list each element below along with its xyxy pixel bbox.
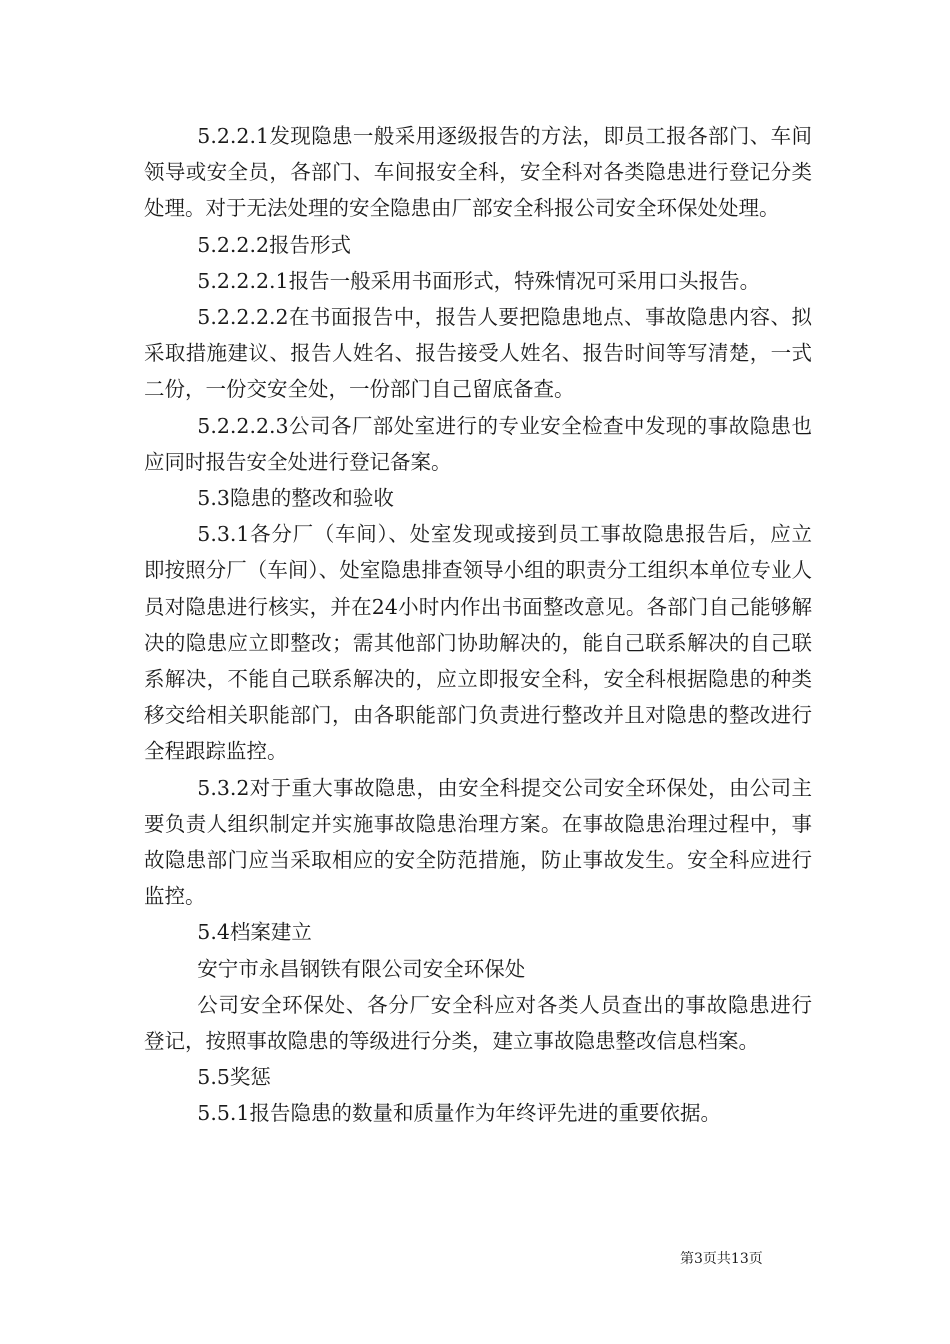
organization-line: 安宁市永昌钢铁有限公司安全环保处 <box>197 956 526 981</box>
heading-5-4: 5.4档案建立 <box>197 920 312 945</box>
paragraph-5-2-2-2-3: 5.2.2.2.3公司各厂部处室进行的专业安全检查中发现的事故隐患也应同时报告安全处进行登记备案。 <box>144 413 812 474</box>
paragraph-5-2-2-1: 5.2.2.1发现隐患一般采用逐级报告的方法，即员工报各部门、车间领导或安全员，各部门、车间报安全科，安全科对各类隐患进行登记分类处理。对于无法处理的安全隐患由厂部安全科报公司安全环保处处理。 <box>144 124 812 221</box>
paragraph-5-2-2-2-2: 5.2.2.2.2在书面报告中，报告人要把隐患地点、事故隐患内容、拟采取措施建议、报告人姓名、报告接受人姓名、报告时间等写清楚，一式二份，一份交安全处，一份部门自己留底备查。 <box>144 305 812 402</box>
heading-5-3: 5.3隐患的整改和验收 <box>197 486 394 511</box>
document-body <box>144 118 812 1132</box>
paragraph-5-5-1: 5.5.1报告隐患的数量和质量作为年终评先进的重要依据。 <box>197 1101 721 1126</box>
heading-5-5: 5.5奖惩 <box>197 1065 271 1090</box>
page-number-footer: 第3页共13页 <box>680 1251 763 1267</box>
paragraph-5-3-1: 5.3.1各分厂（车间）、处室发现或接到员工事故隐患报告后，应立即按照分厂（车间）、处室隐患排查领导小组的职责分工组织本单位专业人员对隐患进行核实，并在24小时内作出书面整改意见。各部门自己能够解决的隐患应立即整改；需其他部门协助解决的，能自己联系解决的自己联系解决，不能自己联系解决的，应立即报安全科，安全科根据隐患的种类移交给相关职能部门，由各职能部门负责进行整改并且对隐患的整改进行全程跟踪监控。 <box>144 522 812 764</box>
paragraph-5-2-2-2-1: 5.2.2.2.1报告一般采用书面形式，特殊情况可采用口头报告。 <box>197 268 761 293</box>
paragraph-5-4-body: 公司安全环保处、各分厂安全科应对各类人员查出的事故隐患进行登记，按照事故隐患的等级进行分类，建立事故隐患整改信息档案。 <box>144 992 812 1054</box>
paragraph-5-3-2: 5.3.2对于重大事故隐患，由安全科提交公司安全环保处，由公司主要负责人组织制定并实施事故隐患治理方案。在事故隐患治理过程中，事故隐患部门应当采取相应的安全防范措施，防止事故发生。安全科应进行监控。 <box>144 775 812 909</box>
heading-5-2-2-2: 5.2.2.2报告形式 <box>197 232 352 257</box>
